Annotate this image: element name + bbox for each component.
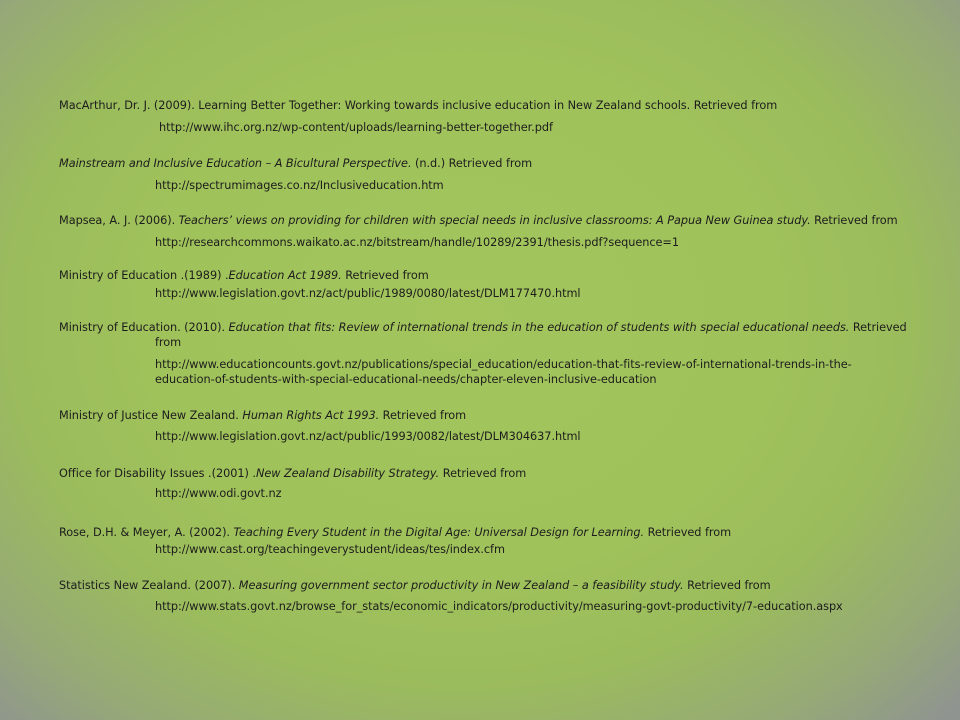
- citation-suffix: (n.d.) Retrieved from: [411, 157, 533, 170]
- citation-author: Statistics New Zealand. (2007).: [59, 579, 239, 592]
- citation-author: Ministry of Justice New Zealand.: [59, 409, 243, 422]
- reference-url[interactable]: http://www.legislation.govt.nz/act/public/1989/0080/latest/DLM177470.html: [155, 287, 581, 300]
- citation-suffix: Retrieved from: [439, 467, 527, 480]
- reference-citation: [59, 579, 771, 593]
- citation-suffix: Retrieved from: [379, 409, 467, 422]
- reference-url[interactable]: http://www.legislation.govt.nz/act/public/1993/0082/latest/DLM304637.html: [155, 430, 581, 443]
- citation-author: Ministry of Education .(1989) .: [59, 269, 229, 282]
- reference-citation: [59, 526, 731, 540]
- reference-url[interactable]: http://www.educationcounts.govt.nz/publications/special_education/education-that-fits-review-of-international-trends-in-the-: [155, 358, 852, 371]
- reference-citation: [59, 467, 526, 481]
- citation-author: Office for Disability Issues .(2001) .: [59, 467, 256, 480]
- reference-url[interactable]: http://spectrumimages.co.nz/Inclusiveducation.htm: [155, 179, 444, 192]
- reference-url[interactable]: http://www.cast.org/teachingeverystudent/ideas/tes/index.cfm: [155, 543, 505, 556]
- citation-author: Mapsea, A. J. (2006).: [59, 214, 179, 227]
- citation-continuation: from: [155, 336, 182, 349]
- citation-suffix: Retrieved from: [683, 579, 771, 592]
- citation-suffix: Retrieved from: [341, 269, 429, 282]
- reference-citation: [59, 99, 777, 113]
- citation-suffix: Retrieved from: [810, 214, 898, 227]
- reference-url[interactable]: http://www.ihc.org.nz/wp-content/uploads/learning-better-together.pdf: [159, 121, 553, 134]
- citation-title: Teaching Every Student in the Digital Age: Universal Design for Learning.: [233, 526, 645, 539]
- reference-url-continuation[interactable]: education-of-students-with-special-educational-needs/chapter-eleven-inclusive-education: [155, 373, 657, 386]
- citation-title: Mainstream and Inclusive Education – A Bicultural Perspective.: [59, 157, 412, 170]
- citation-author: Rose, D.H. & Meyer, A. (2002).: [59, 526, 234, 539]
- reference-url[interactable]: http://www.stats.govt.nz/browse_for_stats/economic_indicators/productivity/measuring-govt-productivity/7-education.aspx: [155, 600, 843, 613]
- citation-suffix: Retrieved: [849, 321, 907, 334]
- reference-citation: [59, 321, 907, 335]
- reference-citation: [59, 157, 532, 171]
- citation-title: Teachers’ views on providing for children with special needs in inclusive classrooms: A Papua New Guinea study.: [178, 214, 811, 227]
- reference-citation: [59, 409, 466, 423]
- citation-suffix: Retrieved from: [644, 526, 732, 539]
- citation-text: MacArthur, Dr. J. (2009). Learning Better Together: Working towards inclusive education in New Zealand schools. Retrieved from: [59, 99, 778, 112]
- citation-title: New Zealand Disability Strategy.: [255, 467, 440, 480]
- reference-url[interactable]: http://www.odi.govt.nz: [155, 487, 282, 500]
- citation-author: Ministry of Education. (2010).: [59, 321, 229, 334]
- citation-title: Education that fits: Review of international trends in the education of students with special educational needs.: [228, 321, 850, 334]
- citation-title: Human Rights Act 1993.: [242, 409, 380, 422]
- citation-title: Education Act 1989.: [228, 269, 342, 282]
- reference-url[interactable]: http://researchcommons.waikato.ac.nz/bitstream/handle/10289/2391/thesis.pdf?sequence=1: [155, 236, 679, 249]
- reference-citation: [59, 269, 429, 283]
- reference-citation: [59, 214, 898, 228]
- citation-title: Measuring government sector productivity in New Zealand – a feasibility study.: [238, 579, 684, 592]
